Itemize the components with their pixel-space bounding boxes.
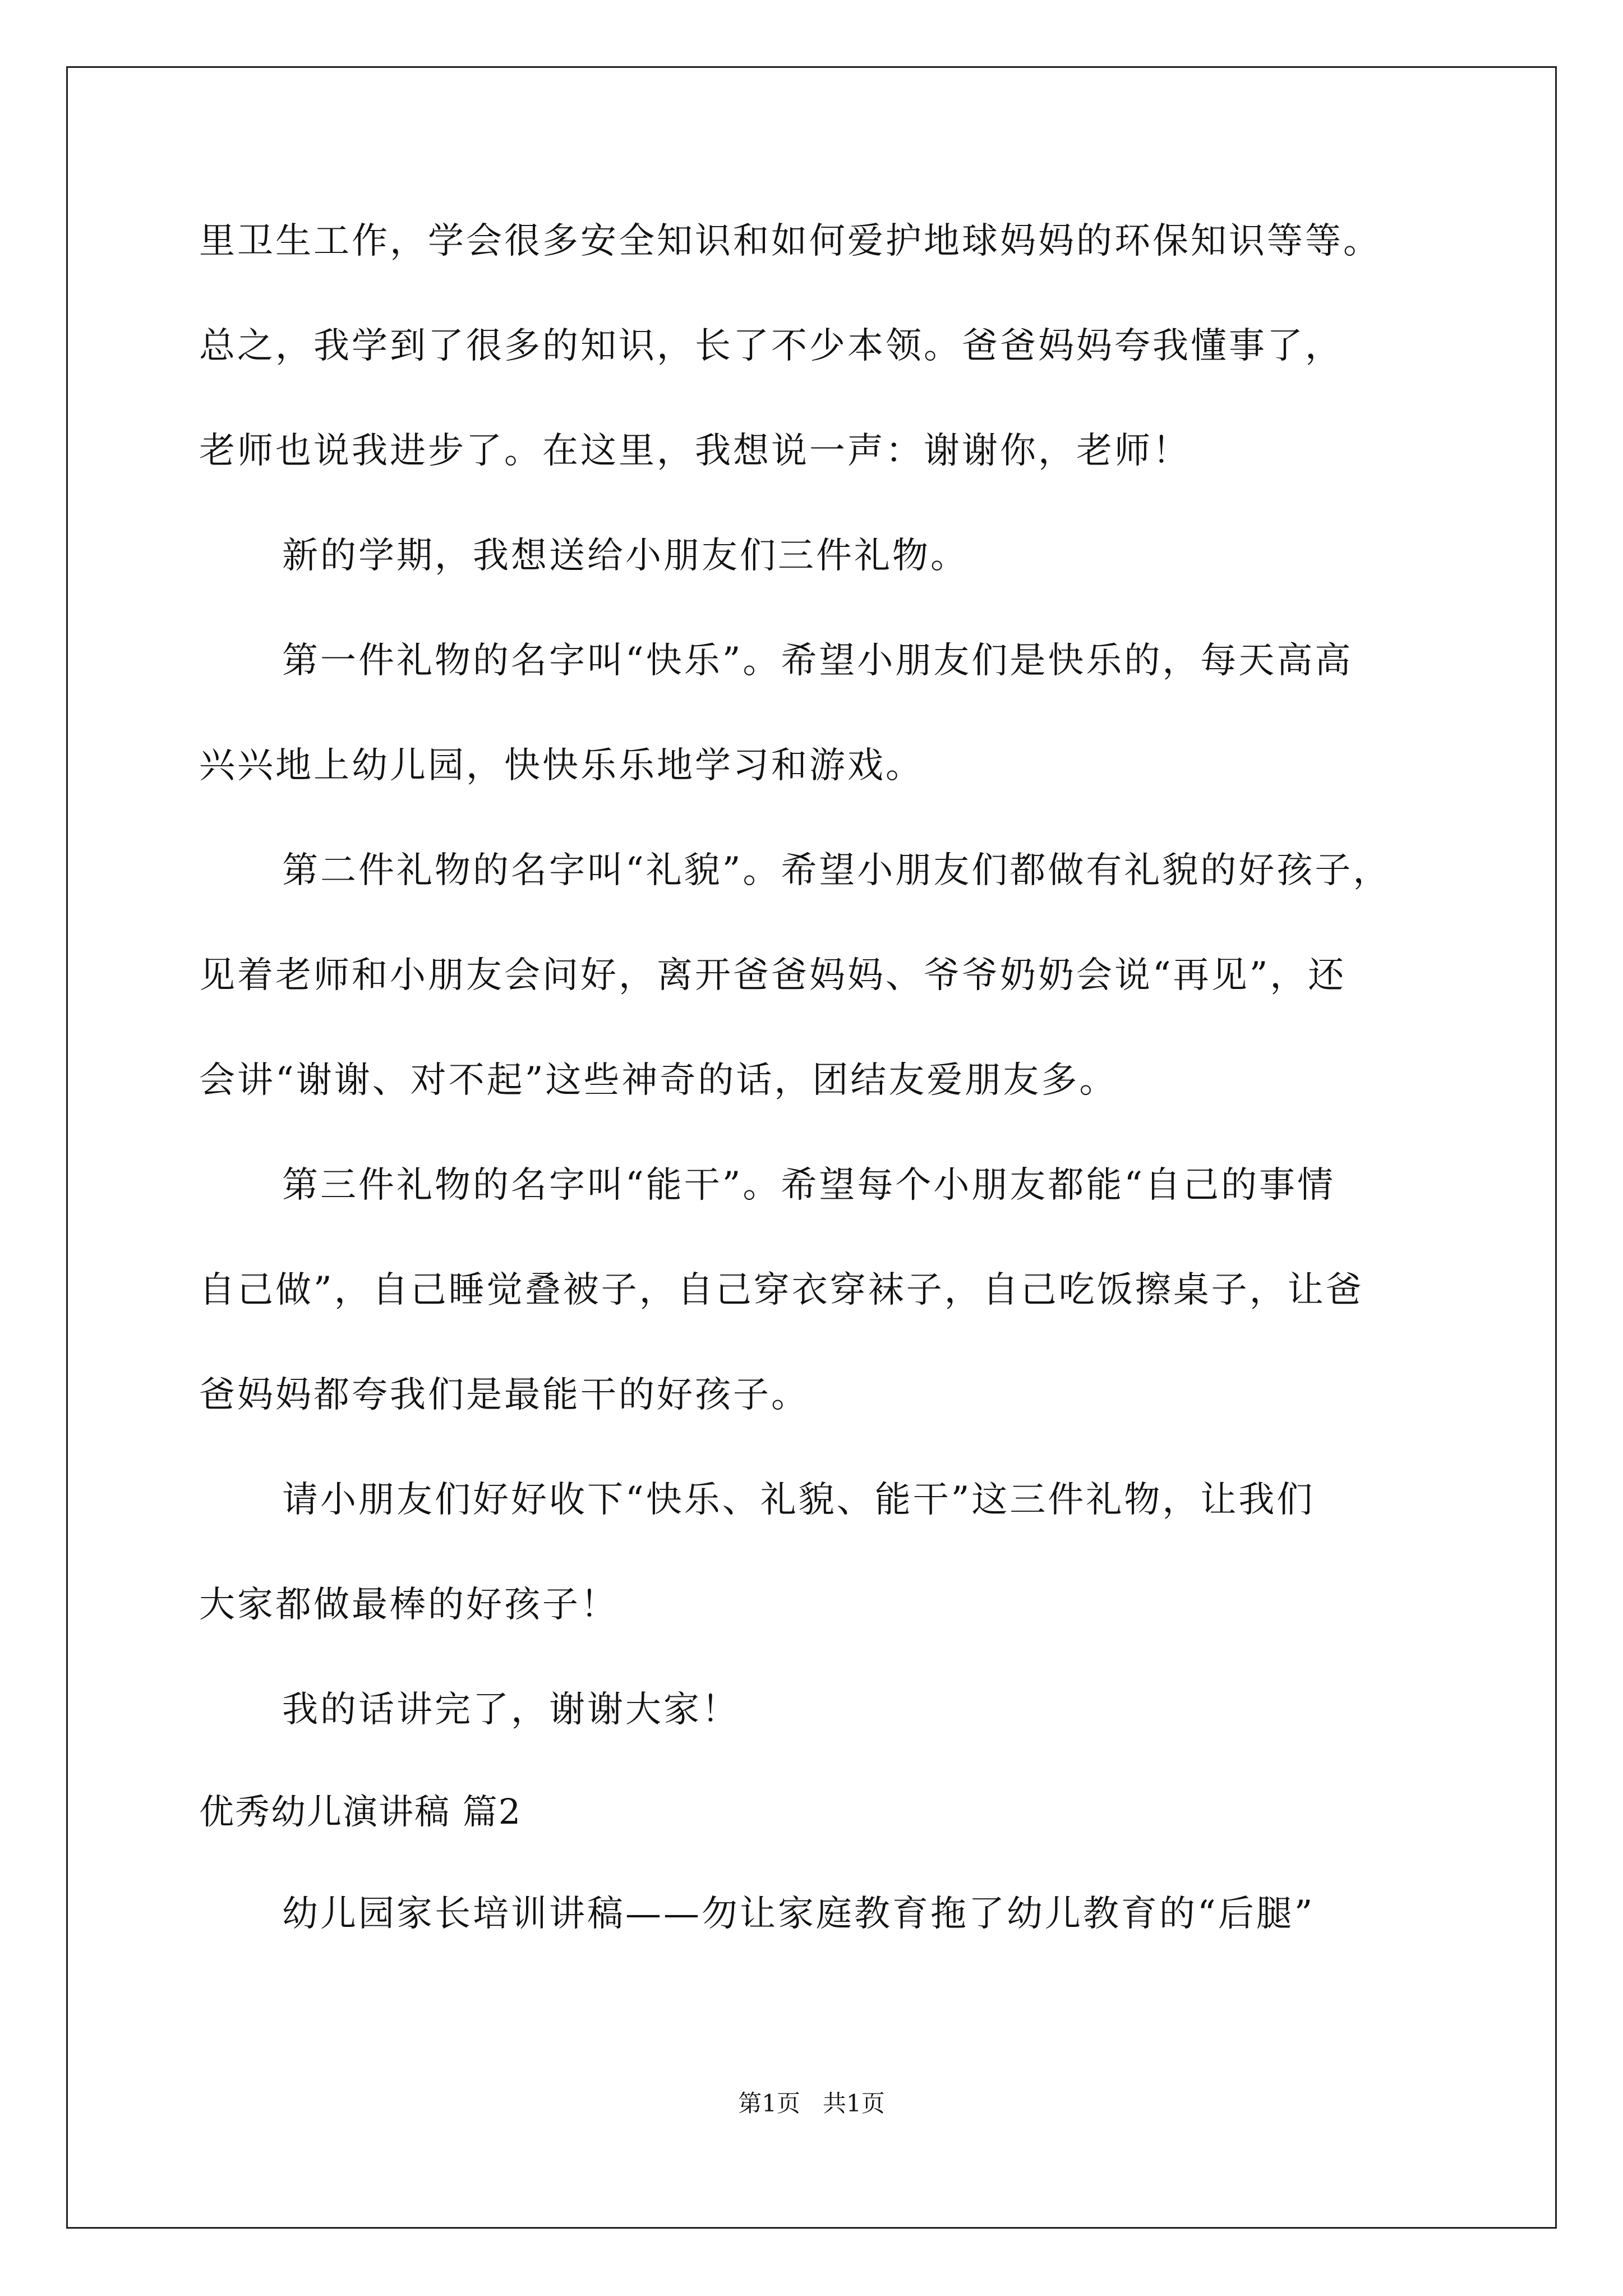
paragraph-line: 第二件礼物的名字叫“礼貌”。希望小朋友们都做有礼貌的好孩子， <box>282 850 1391 891</box>
paragraph-line: 自己做”，自己睡觉叠被子，自己穿衣穿袜子，自己吃饭擦桌子，让爸 <box>199 1269 1364 1311</box>
paragraph-line: 会讲“谢谢、对不起”这些神奇的话，团结友爱朋友多。 <box>199 1060 1118 1101</box>
paragraph-line: 新的学期，我想送给小朋友们三件礼物。 <box>282 535 969 577</box>
paragraph-line: 第一件礼物的名字叫“快乐”。希望小朋友们是快乐的，每天高高 <box>282 640 1353 682</box>
paragraph-line: 里卫生工作，学会很多安全知识和如何爱护地球妈妈的环保知识等等。 <box>199 220 1381 262</box>
section-heading: 优秀幼儿演讲稿 篇2 <box>199 1791 522 1832</box>
paragraph-line: 老师也说我进步了。在这里，我想说一声：谢谢你，老师！ <box>199 430 1191 472</box>
page-footer: 第1页 共1页 <box>738 2090 885 2117</box>
paragraph-line: 请小朋友们好好收下“快乐、礼貌、能干”这三件礼物，让我们 <box>282 1479 1315 1521</box>
paragraph-line: 大家都做最棒的好孩子！ <box>199 1584 619 1626</box>
paragraph-line: 兴兴地上幼儿园，快快乐乐地学习和游戏。 <box>199 745 924 786</box>
paragraph-line: 幼儿园家长培训讲稿——勿让家庭教育拖了幼儿教育的“后腿” <box>282 1893 1315 1935</box>
paragraph-line: 总之，我学到了很多的知识，长了不少本领。爸爸妈妈夸我懂事了， <box>199 325 1343 367</box>
paragraph-line: 爸妈妈都夸我们是最能干的好孩子。 <box>199 1374 809 1416</box>
paragraph-line: 我的话讲完了，谢谢大家！ <box>282 1689 740 1731</box>
paragraph-line: 见着老师和小朋友会问好，离开爸爸妈妈、爷爷奶奶会说“再见”，还 <box>199 955 1347 996</box>
paragraph-line: 第三件礼物的名字叫“能干”。希望每个小朋友都能“自己的事情 <box>282 1165 1336 1206</box>
